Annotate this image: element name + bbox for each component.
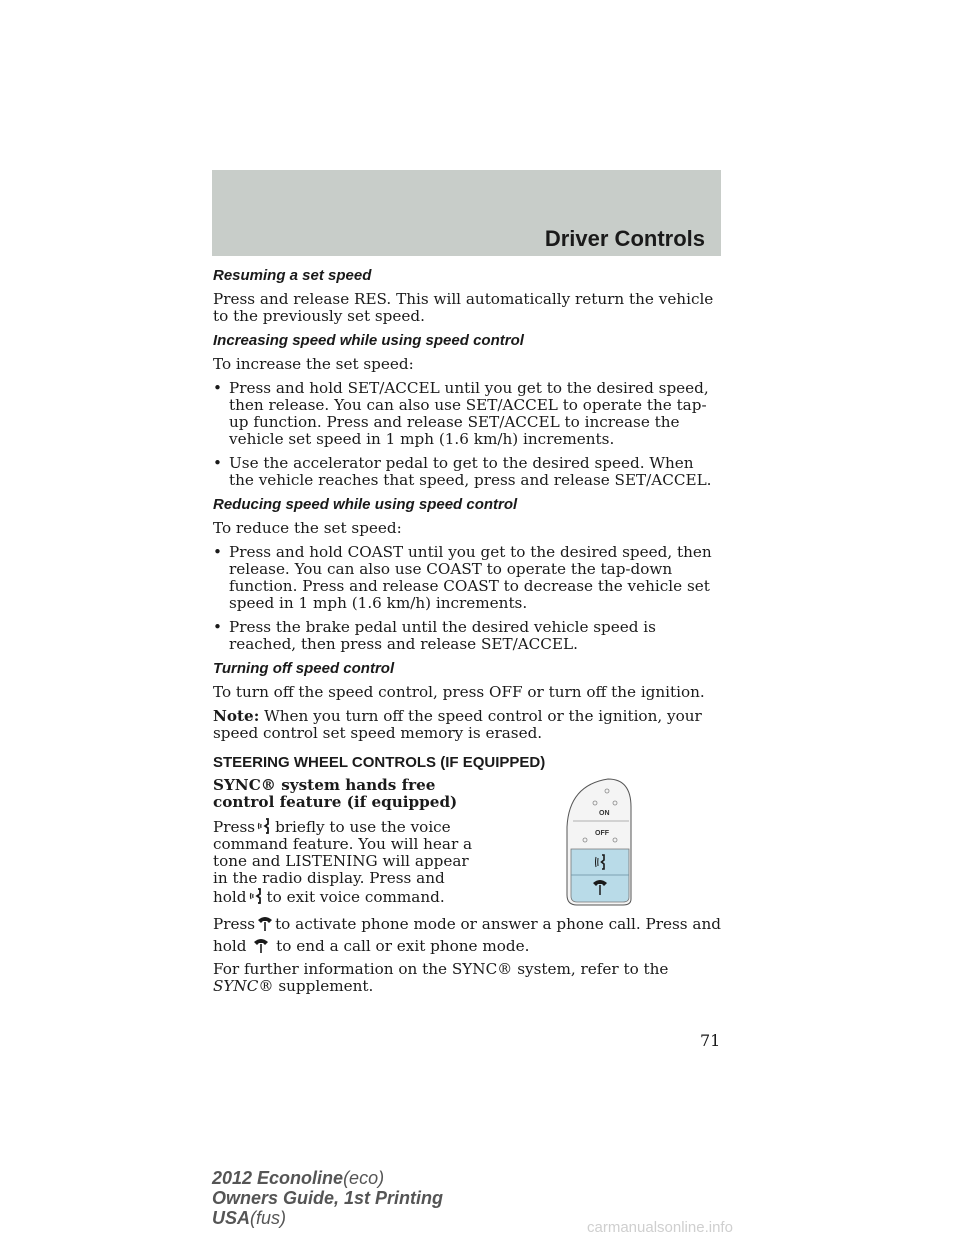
steering-wheel-control-illustration — [563, 777, 633, 907]
heading-increase: Increasing speed while using speed control — [213, 332, 524, 349]
further-text: For further information on the SYNC® system, refer to the — [213, 960, 669, 978]
footer-market-code: (fus) — [250, 1208, 287, 1228]
heading-resume: Resuming a set speed — [213, 267, 372, 284]
further-end-text: supplement. — [278, 977, 374, 995]
note-label: Note: — [213, 707, 260, 725]
list-item — [213, 544, 721, 612]
phone-end-text: to end a call or exit phone mode. — [276, 937, 530, 955]
increase-intro: To increase the set speed: — [213, 355, 414, 373]
bullet-dot: • — [213, 379, 222, 397]
page-number: 71 — [700, 1031, 721, 1050]
footer-market: USA — [212, 1208, 251, 1228]
sync-block — [213, 777, 721, 906]
sync-heading: SYNC® system hands free control feature (if equipped) — [213, 776, 458, 811]
footer-printing: Owners Guide, 1st Printing — [212, 1188, 444, 1208]
off-label: OFF — [595, 830, 609, 837]
voice-press-text: Press — [213, 818, 256, 836]
voice-hold-text: hold — [213, 888, 247, 906]
sync-text — [213, 777, 483, 906]
voice-command-icon — [257, 817, 273, 835]
bullet-text: Press and hold SET/ACCEL until you get to the desired speed, then release. You can also use SET/ACCEL to operate the tap-up function. Press and release SET/ACCEL to increase the vehicle set speed in 1 mph (1.6 km/h) increments. — [229, 379, 709, 448]
voice-command-icon — [249, 887, 265, 905]
footer-model-code: (eco) — [343, 1168, 385, 1188]
bullet-dot: • — [213, 618, 222, 636]
phone-hold-text: hold — [213, 937, 247, 955]
phone-icon — [253, 936, 269, 954]
header-band — [212, 170, 721, 256]
note-text: When you turn off the speed control or the ignition, your speed control set speed memory is erased. — [213, 707, 702, 742]
heading-steering: STEERING WHEEL CONTROLS (IF EQUIPPED) — [213, 754, 546, 771]
turn-off-text: To turn off the speed control, press OFF or turn off the ignition. — [213, 683, 705, 701]
phone-icon — [257, 914, 273, 932]
on-label: ON — [599, 810, 610, 817]
bullet-dot: • — [213, 454, 222, 472]
heading-reduce: Reducing speed while using speed control — [213, 496, 518, 513]
list-item — [213, 619, 721, 653]
resume-text: Press and release RES. This will automatically return the vehicle to the previously set speed. — [213, 290, 714, 325]
bullet-text: Use the accelerator pedal to get to the desired speed. When the vehicle reaches that speed, press and release SET/ACCEL. — [229, 454, 712, 489]
sync-supplement-name: SYNC® — [213, 977, 274, 995]
footer-line-3 — [212, 1208, 443, 1228]
phone-press-text: Press — [213, 915, 256, 933]
heading-turn-off: Turning off speed control — [213, 660, 395, 677]
further-info — [213, 961, 721, 995]
voice-paragraph — [213, 817, 483, 906]
voice-briefly-text: briefly to use the voice command feature. You will hear a tone and LISTENING will appear in the radio display. Press and — [213, 818, 473, 887]
bullet-text: Press and hold COAST until you get to the desired speed, then release. You can also use COAST to operate the tap-down function. Press and release COAST to decrease the vehicle set speed in 1 mph (1.6 km/h) increments. — [229, 543, 712, 612]
page-section-title: Driver Controls — [544, 226, 705, 251]
footer-line-1 — [212, 1168, 443, 1188]
watermark: carmanualsonline.info — [587, 1219, 733, 1236]
voice-exit-text: to exit voice command. — [266, 888, 445, 906]
footer — [212, 1168, 443, 1228]
footer-model: 2012 Econoline — [212, 1168, 344, 1188]
phone-paragraph — [213, 913, 721, 957]
phone-activate-text: to activate phone mode or answer a phone call. Press and — [275, 915, 721, 933]
list-item — [213, 455, 721, 489]
bullet-text: Press the brake pedal until the desired vehicle speed is reached, then press and release SET/ACCEL. — [229, 618, 656, 653]
page-content — [213, 267, 721, 1002]
bullet-dot: • — [213, 543, 222, 561]
reduce-intro: To reduce the set speed: — [213, 519, 402, 537]
note — [213, 708, 721, 742]
list-item — [213, 380, 721, 448]
footer-line-2 — [212, 1188, 443, 1208]
